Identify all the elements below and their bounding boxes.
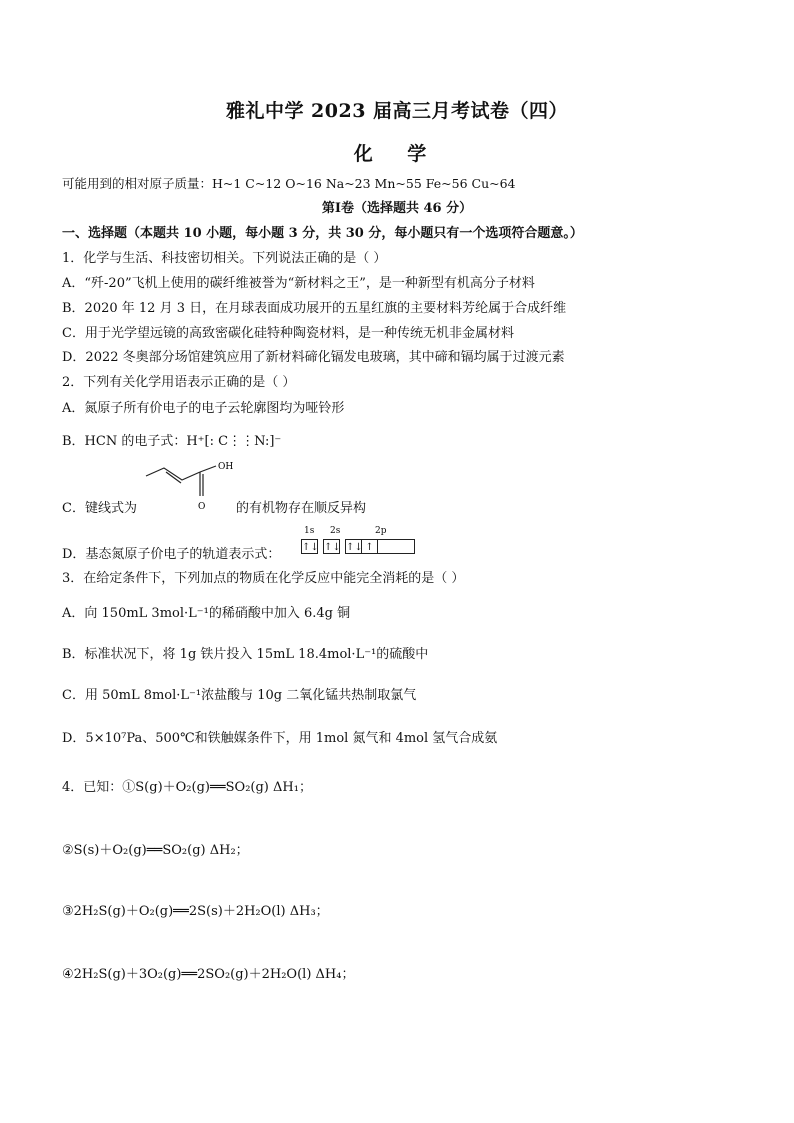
q1-stem: 1．化学与生活、科技密切相关。下列说法正确的是（ ）	[62, 251, 387, 266]
q4-equation-3: ③2H₂S(g)＋O₂(g)══2S(s)＋2H₂O(l) ΔH₃；	[62, 904, 329, 919]
orbital-box-2p-1: ↑↓	[345, 539, 362, 554]
hydroxyl-label: OH	[218, 462, 234, 472]
q2-stem: 2．下列有关化学用语表示正确的是（ ）	[62, 375, 296, 390]
orbital-label-2p: 2p	[375, 526, 387, 536]
volume-heading: 第Ⅰ卷（选择题共 46 分）	[321, 201, 473, 216]
q4-equation-2: ②S(s)＋O₂(g)══SO₂(g) ΔH₂；	[62, 843, 249, 858]
q1-option-c: C．用于光学望远镜的高致密碳化硅特种陶瓷材料，是一种传统无机非金属材料	[62, 326, 514, 341]
carbon-chain-bonds	[146, 468, 200, 480]
q2-option-b: B．HCN 的电子式：H⁺[: C⋮⋮N:]⁻	[62, 434, 282, 449]
q2-option-c-prefix: C．键线式为	[62, 501, 137, 516]
subject-title: 化 学	[353, 143, 441, 165]
q3-stem: 3．在给定条件下，下列加点的物质在化学反应中能完全消耗的是（ ）	[62, 571, 465, 586]
section-heading: 一、选择题（本题共 10 小题，每小题 3 分，共 30 分，每小题只有一个选项符合题意。）	[62, 226, 583, 241]
q1-option-a: A．“歼-20”飞机上使用的碳纤维被誉为“新材料之王”，是一种新型有机高分子材料	[62, 276, 535, 291]
orbital-box-1s: ↑↓	[301, 539, 318, 554]
orbital-box-2s: ↑↓	[323, 539, 340, 554]
hydroxyl-bond	[200, 466, 216, 472]
orbital-box-2p-3	[377, 539, 415, 554]
q4-equation-4: ④2H₂S(g)＋3O₂(g)══2SO₂(g)＋2H₂O(l) ΔH₄；	[62, 967, 355, 982]
exam-title: 雅礼中学 2023 届高三月考试卷（四）	[225, 100, 569, 122]
carbonyl-oxygen-label: O	[198, 502, 206, 512]
q1-option-b: B．2020 年 12 月 3 日，在月球表面成功展开的五星红旗的主要材料芳纶属于合成纤维	[62, 301, 567, 316]
q3-option-a: A．向 150mL 3mol·L⁻¹的稀硝酸中加入 6.4g 铜	[62, 606, 351, 621]
orbital-label-1s: 1s	[304, 526, 315, 536]
skeletal-formula-diagram	[140, 460, 240, 516]
q2-option-a: A．氮原子所有价电子的电子云轮廓图均为哑铃形	[62, 401, 345, 416]
q1-option-d: D．2022 冬奥部分场馆建筑应用了新材料碲化镉发电玻璃，其中碲和镉均属于过渡元素	[62, 350, 565, 365]
q3-option-b: B．标准状况下，将 1g 铁片投入 15mL 18.4mol·L⁻¹的硫酸中	[62, 647, 429, 662]
atomic-mass-line: 可能用到的相对原子质量：H~1 C~12 O~16 Na~23 Mn~55 Fe~56 Cu~64	[62, 176, 516, 191]
orbital-box-2p-2: ↑	[361, 539, 378, 554]
orbital-label-2s: 2s	[330, 526, 341, 536]
orbital-diagram	[301, 539, 414, 554]
q3-option-c: C．用 50mL 8mol·L⁻¹浓盐酸与 10g 二氧化锰共热制取氯气	[62, 688, 417, 703]
q2-option-c-suffix: 的有机物存在顺反异构	[236, 501, 367, 516]
q3-option-d: D．5×10⁷Pa、500℃和铁触媒条件下，用 1mol 氮气和 4mol 氢气合成氨	[62, 731, 498, 746]
q4-stem: 4．已知：①S(g)＋O₂(g)══SO₂(g) ΔH₁；	[62, 780, 312, 795]
q2-option-d: D．基态氮原子价电子的轨道表示式：	[62, 547, 281, 562]
